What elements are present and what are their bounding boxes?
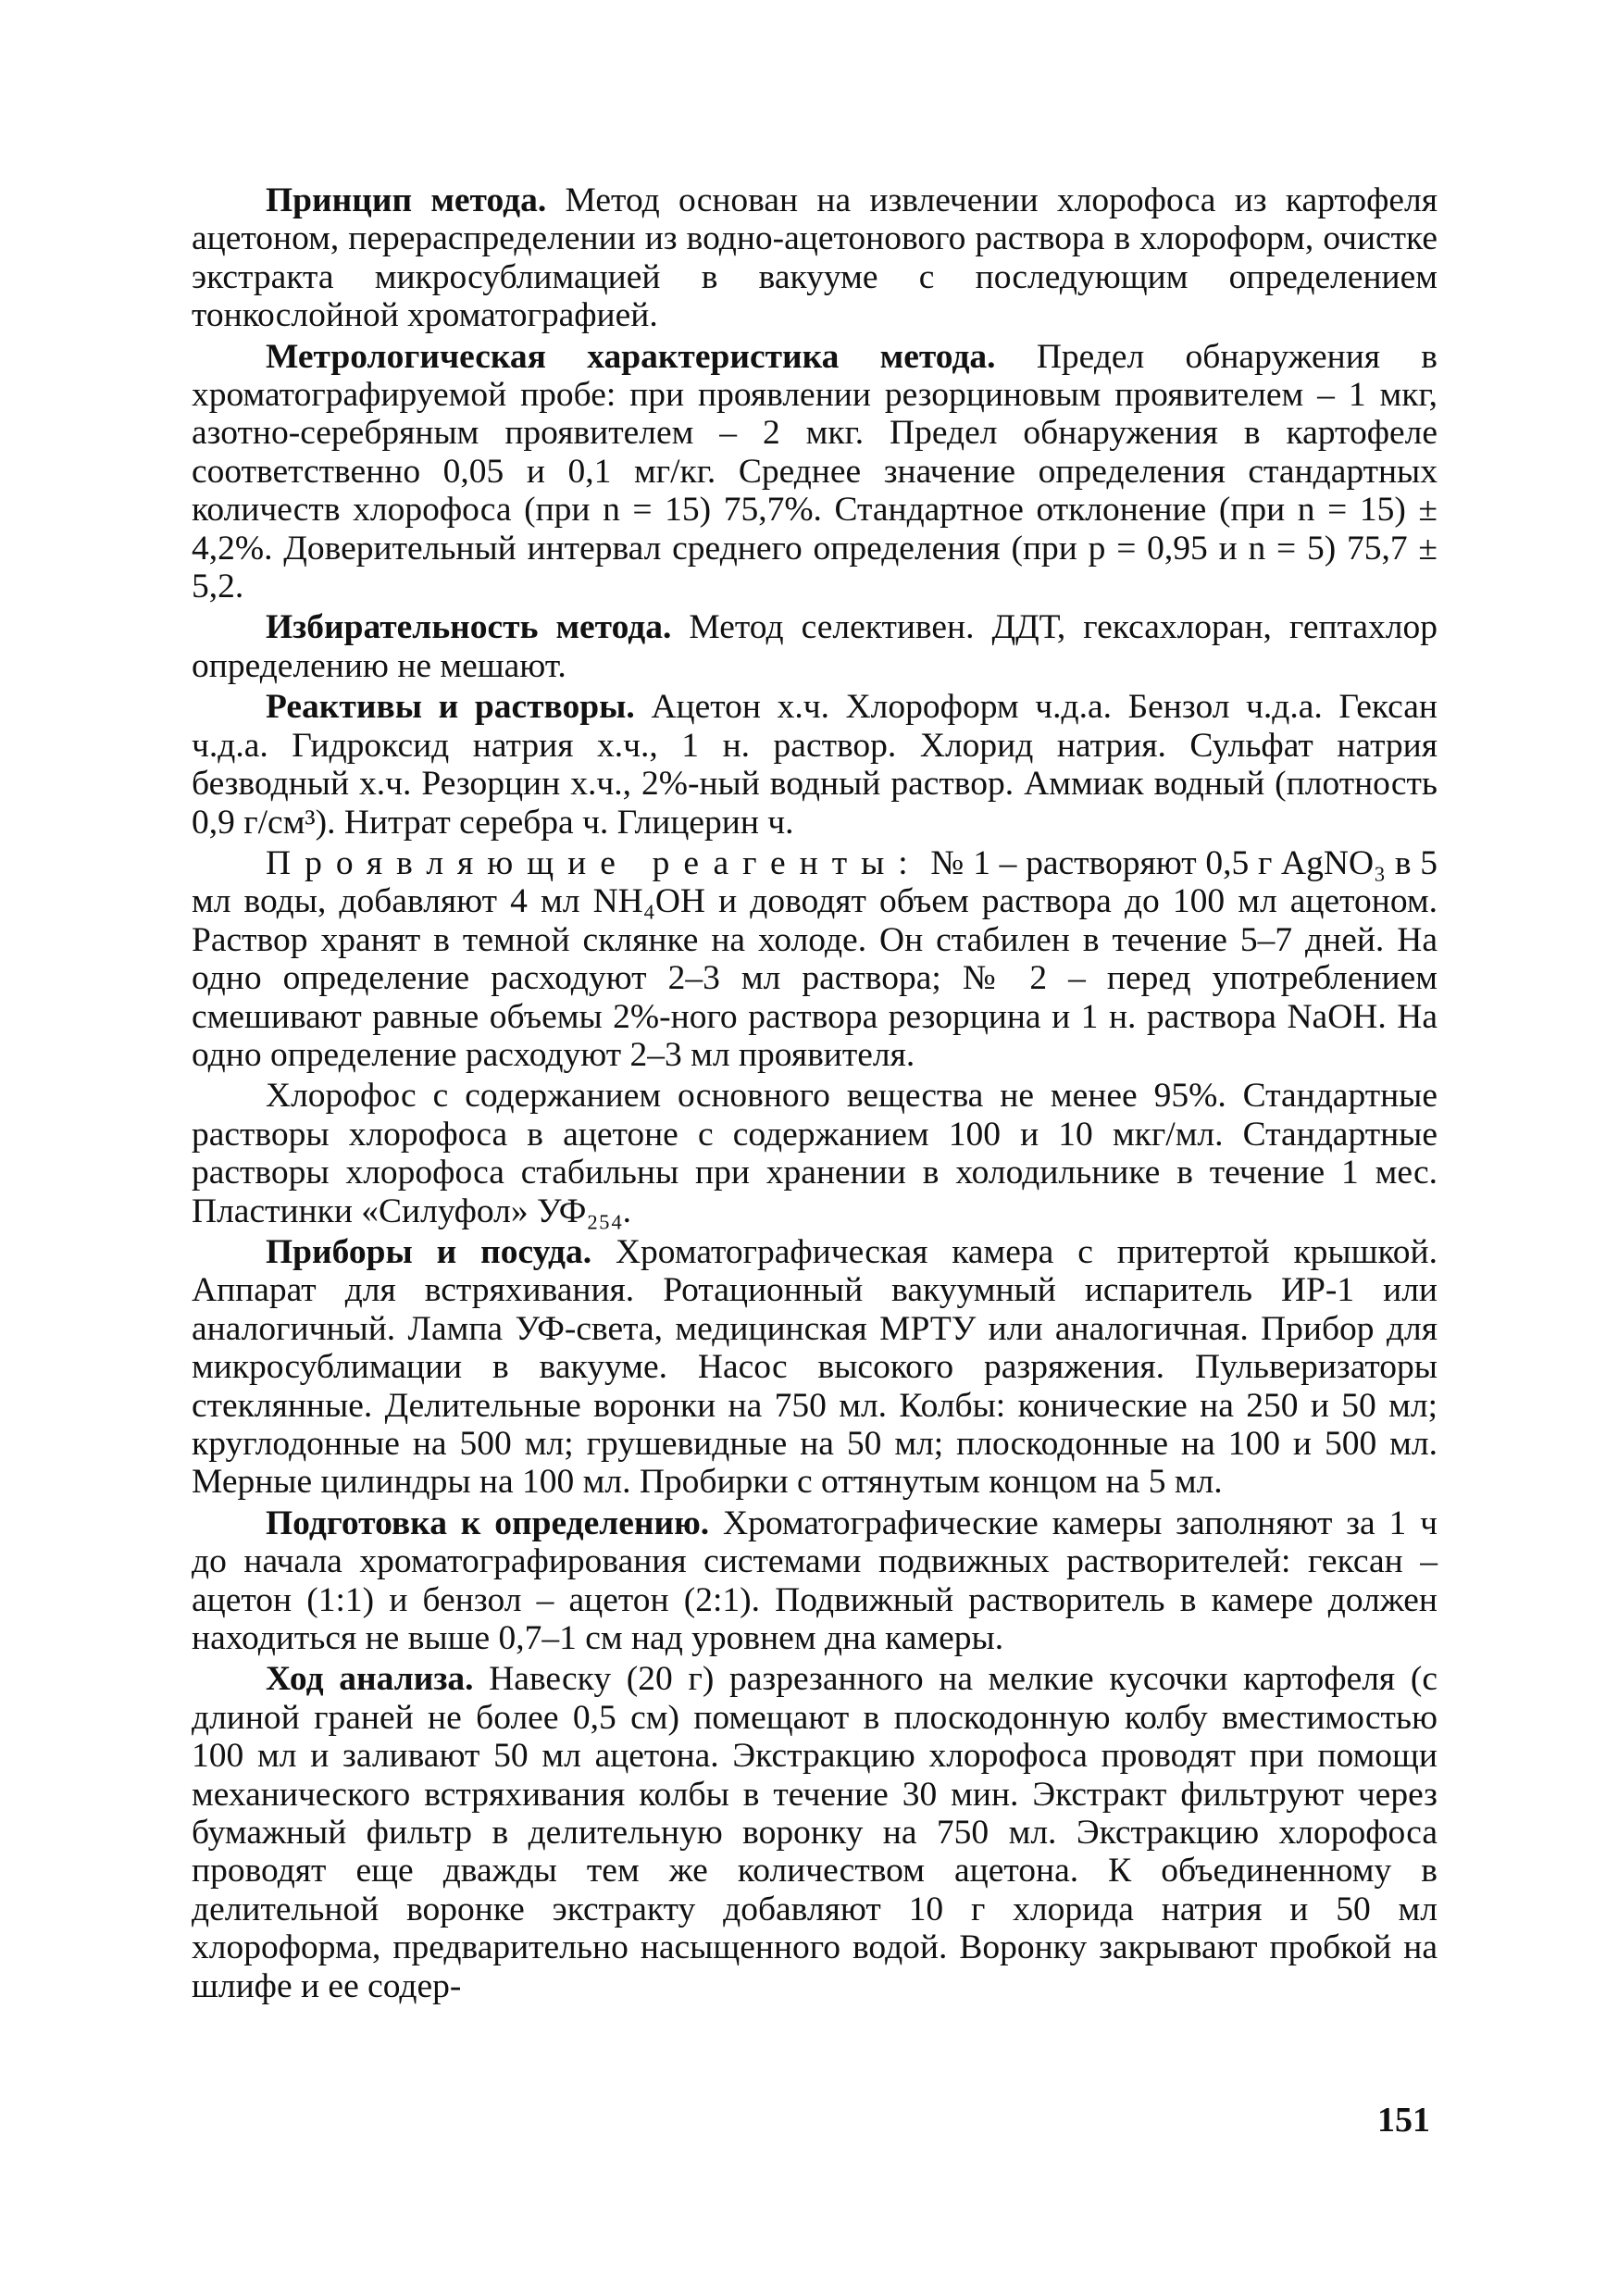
text-equipment: Хроматографическая камера с притертой крышкой. Аппарат для встряхивания. Ротационный вакуумный испаритель ИР-1 или аналогичный. Лампа УФ-света, медицинская МРТУ или аналогичная. Прибор для микросублимации в вакууме. Насос высокого разряжения. Пульверизаторы стеклянные. Делительные воронки на 750 мл. Колбы: конические на 250 и 50 мл; круглодонные на 500 мл; грушевидные на 50 мл; плоскодонные на 100 и 500 мл. Мерные цилиндры на 100 мл. Пробирки с оттянутым концом на 5 мл. xyxy=(192,1232,1438,1502)
text-metrology: Предел обнаружения в хроматографируемой пробе: при проявлении резорциновым проявителем – 1 мкг, азотно-серебряным проявителем – 2 мкг. Предел обнаружения в картофеле соответственно 0,05 и 0,1 мг/кг. Среднее значение определения стандартных количеств хлорофоса (при n = 15) 75,7%. Стандартное отклонение (при n = 15) ± 4,2%. Доверительный интервал среднего определения (при p = 0,95 и n = 5) 75,7 ± 5,2. xyxy=(192,337,1438,606)
document-page xyxy=(192,181,1438,2008)
paragraph-developers xyxy=(192,844,1438,1074)
heading-preparation: Подготовка к определению. xyxy=(266,1504,710,1542)
text-selectivity: Метод селективен. ДДТ, гексахлоран, гептахлор определению не мешают. xyxy=(192,608,1438,685)
paragraph-preparation xyxy=(192,1504,1438,1658)
text-preparation: Хроматографические камеры заполняют за 1 ч до начала хроматографирования системами подвижных растворителей: гексан – ацетон (1:1) и бензол – ацетон (2:1). Подвижный растворитель в камере должен находиться не выше 0,7–1 см над уровнем дна камеры. xyxy=(192,1504,1438,1658)
heading-developers: Проявляющие реагенты: xyxy=(266,843,922,882)
text-analysis: Навеску (20 г) разрезанного на мелкие кусочки картофеля (с длиной граней не более 0,5 см) помещают в плоскодонную колбу вместимостью 100 мл и заливают 50 мл ацетона. Экстракцию хлорофоса проводят при помощи механического встряхивания колбы в течение 30 мин. Экстракт фильтруют через бумажный фильтр в делительную воронку на 750 мл. Экстракцию хлорофоса проводят еще дважды тем же количеством ацетона. К объединенному в делительной воронке экстракту добавляют 10 г хлорида натрия и 50 мл хлороформа, предварительно насыщенного водой. Воронку закрывают пробкой на шлифе и ее содер- xyxy=(192,1660,1438,2005)
heading-analysis: Ход анализа. xyxy=(266,1660,474,1699)
paragraph-metrology xyxy=(192,338,1438,606)
paragraph-principle xyxy=(192,181,1438,335)
heading-principle: Принцип метода. xyxy=(266,181,547,219)
text-chlorophos: Хлорофос с содержанием основного вещества не менее 95%. Стандартные растворы хлорофоса в ацетоне с содержанием 100 и 10 мкг/мл. Стандартные растворы хлорофоса стабильны при хранении в холодильнике в течение 1 мес. Пластинки «Силуфол» УФ₂₅₄. xyxy=(192,1077,1438,1230)
paragraph-analysis xyxy=(192,1660,1438,2005)
heading-metrology: Метрологическая характеристика метода. xyxy=(266,337,996,376)
heading-selectivity: Избирательность метода. xyxy=(266,608,672,647)
paragraph-chlorophos xyxy=(192,1077,1438,1230)
text-reagents: Ацетон х.ч. Хлороформ ч.д.а. Бензол ч.д.а. Гексан ч.д.а. Гидроксид натрия х.ч., 1 н. раствор. Хлорид натрия. Сульфат натрия безводный х.ч. Резорцин х.ч., 2%-ный водный раствор. Аммиак водный (плотность 0,9 г/см³). Нитрат серебра ч. Глицерин ч. xyxy=(192,688,1438,842)
paragraph-selectivity xyxy=(192,608,1438,685)
heading-reagents: Реактивы и растворы. xyxy=(266,688,635,727)
paragraph-equipment xyxy=(192,1233,1438,1502)
text-developers: № 1 – растворяют 0,5 г AgNO₃ в 5 мл воды, добавляют 4 мл NH₄OH и доводят объем раствора до 100 мл ацетоном. Раствор хранят в темной склянке на холоде. Он стабилен в течение 5–7 дней. На одно определение расходуют 2–3 мл раствора; № 2 – перед употреблением смешивают равные объемы 2%-ного раствора резорцина и 1 н. раствора NaOH. На одно определение расходуют 2–3 мл проявителя. xyxy=(192,843,1438,1074)
paragraph-reagents xyxy=(192,688,1438,842)
heading-equipment: Приборы и посуда. xyxy=(266,1232,592,1271)
page-number: 151 xyxy=(1377,2101,1430,2140)
text-principle: Метод основан на извлечении хлорофоса из картофеля ацетоном, перераспределении из водно-ацетонового раствора в хлороформ, очистке экстракта микросублимацией в вакууме с последующим определением тонкослойной хроматографией. xyxy=(192,181,1438,335)
